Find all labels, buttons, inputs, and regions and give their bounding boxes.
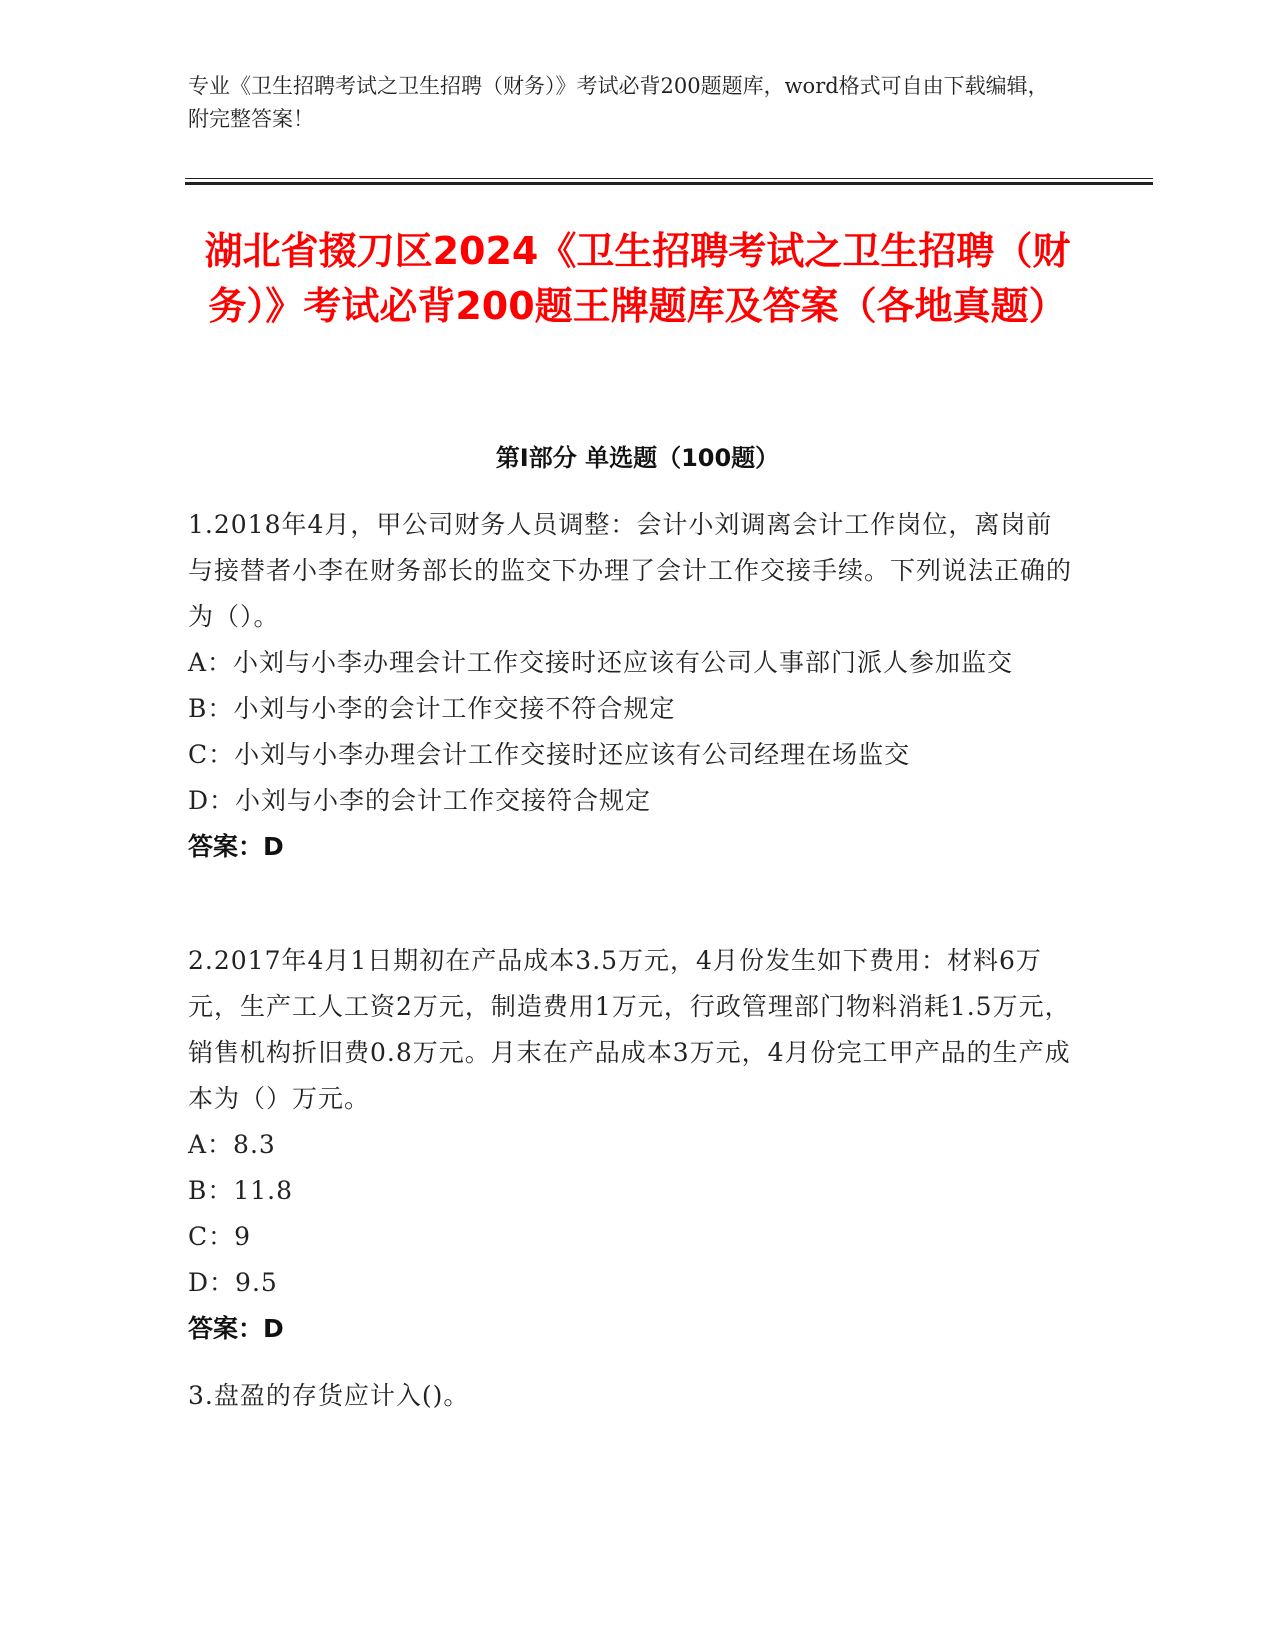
header-note: 专业《卫生招聘考试之卫生招聘（财务）》考试必背200题题库，word格式可自由下载编辑，附完整答案！ (188, 74, 1049, 131)
question-text: 1.2018年4月，甲公司财务人员调整：会计小刘调离会计工作岗位，离岗前与接替者小李在财务部长的监交下办理了会计工作交接手续。下列说法正确的为（）。 (188, 510, 1073, 631)
header-rule-thick (185, 182, 1153, 185)
option-c: C：小刘与小李办理会计工作交接时还应该有公司经理在场监交 (188, 740, 911, 769)
question-1 (188, 502, 1078, 870)
option-d: D：小刘与小李的会计工作交接符合规定 (188, 786, 652, 815)
option-c: C：9 (188, 1222, 252, 1251)
answer: 答案：D (188, 832, 284, 861)
question-text: 3.盘盈的存货应计入()。 (188, 1381, 470, 1410)
document-title: 湖北省掇刀区2024《卫生招聘考试之卫生招聘（财务）》考试必背200题王牌题库及答案（各地真题） (204, 229, 1071, 328)
option-d: D：9.5 (188, 1268, 278, 1297)
header-rule-thin (185, 178, 1153, 179)
option-b: B：小刘与小李的会计工作交接不符合规定 (188, 694, 676, 723)
answer: 答案：D (188, 1314, 284, 1343)
question-3 (188, 1373, 1078, 1419)
option-a: A：小刘与小李办理会计工作交接时还应该有公司人事部门派人参加监交 (188, 648, 1014, 677)
question-text: 2.2017年4月1日期初在产品成本3.5万元，4月份发生如下费用：材料6万元，生产工人工资2万元，制造费用1万元，行政管理部门物料消耗1.5万元，销售机构折旧费0.8万元。月末在产品成本3万元，4月份完工甲产品的生产成本为（）万元。 (188, 946, 1071, 1113)
option-a: A：8.3 (188, 1130, 276, 1159)
question-2 (188, 938, 1078, 1352)
section-heading: 第I部分 单选题（100题） (495, 444, 780, 472)
option-b: B：11.8 (188, 1176, 294, 1205)
